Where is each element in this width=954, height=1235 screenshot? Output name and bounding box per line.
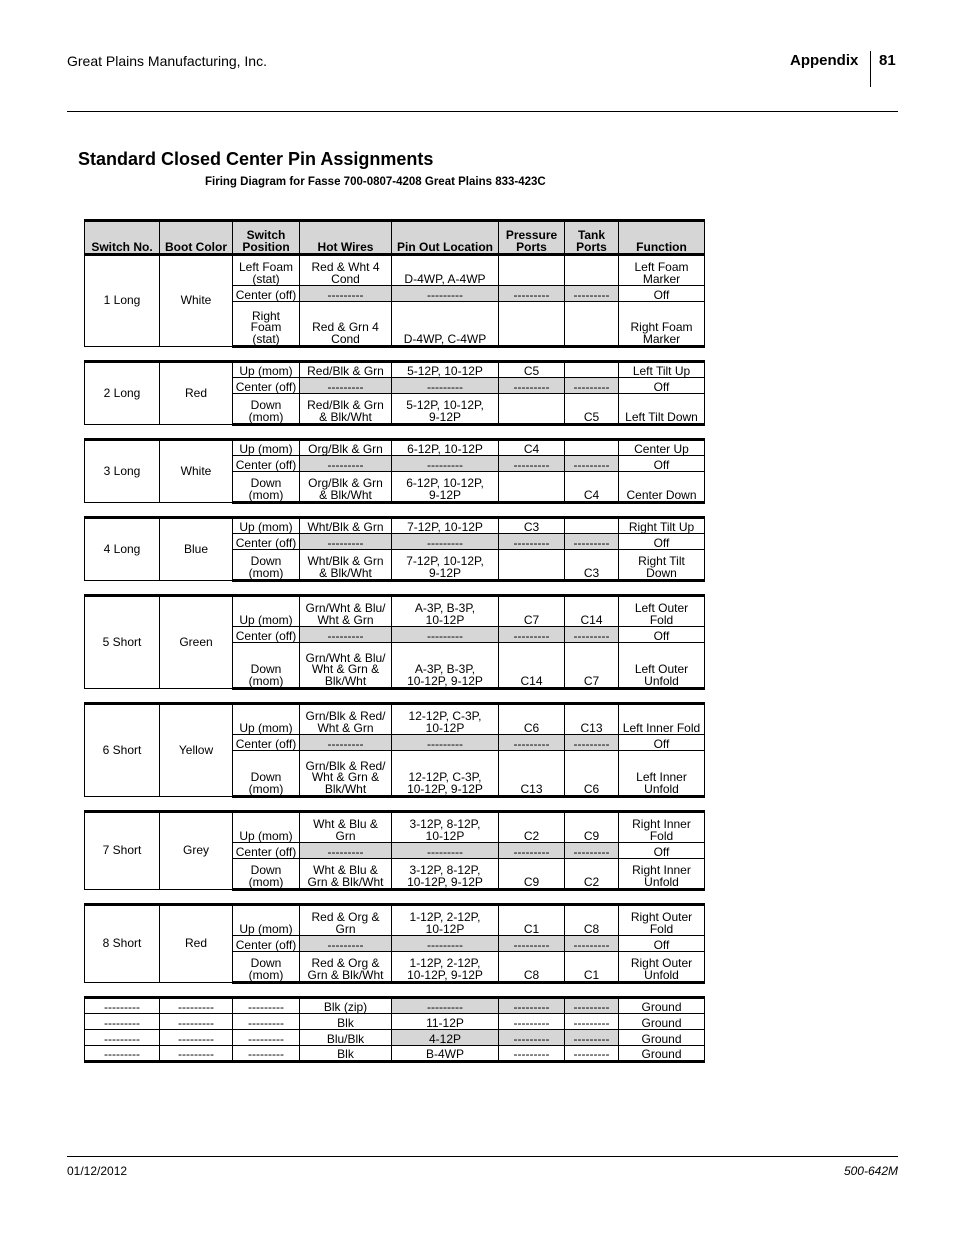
- header-divider: [870, 51, 871, 87]
- pin-out-location: 3-12P, 8-12P, 10-12P: [392, 812, 499, 843]
- tank-ports: ---------: [565, 456, 619, 472]
- function: Ground: [619, 1014, 705, 1030]
- group-spacer: [85, 890, 705, 905]
- boot-color: Blue: [160, 518, 233, 581]
- switch-position: Up (mom): [233, 518, 300, 534]
- footer-doc-number: 500-642M: [843, 1164, 898, 1178]
- switch-position: ---------: [233, 1046, 300, 1062]
- hot-wires: Red & Grn 4 Cond: [300, 302, 392, 347]
- switch-position: Center (off): [233, 534, 300, 550]
- spacer-cell: [85, 347, 705, 362]
- table-header-row: [85, 221, 705, 255]
- tank-ports: C2: [565, 859, 619, 890]
- pressure-ports: ---------: [499, 627, 565, 643]
- tank-ports: ---------: [565, 936, 619, 952]
- group-spacer: [85, 503, 705, 518]
- boot-color: Grey: [160, 812, 233, 890]
- function: Right Outer Fold: [619, 905, 705, 936]
- switch-position: Up (mom): [233, 440, 300, 456]
- header-hot-wires: Hot Wires: [300, 221, 392, 255]
- tank-ports: C8: [565, 905, 619, 936]
- pressure-ports: ---------: [499, 1046, 565, 1062]
- spacer-cell: [85, 890, 705, 905]
- switch-number: 3 Long: [85, 440, 160, 503]
- function: Off: [619, 378, 705, 394]
- function: Left Tilt Up: [619, 362, 705, 378]
- tank-ports: ---------: [565, 286, 619, 302]
- pressure-ports: C6: [499, 704, 565, 735]
- switch-position: ---------: [233, 998, 300, 1014]
- group-spacer: [85, 983, 705, 998]
- tank-ports: ---------: [565, 627, 619, 643]
- hot-wires: Org/Blk & Grn & Blk/Wht: [300, 472, 392, 503]
- function: Left Tilt Down: [619, 394, 705, 425]
- switch-number: ---------: [85, 998, 160, 1014]
- function: Right Outer Unfold: [619, 952, 705, 983]
- switch-position: Up (mom): [233, 362, 300, 378]
- ground-row: [85, 1014, 705, 1030]
- tank-ports: ---------: [565, 1030, 619, 1046]
- spacer-cell: [85, 425, 705, 440]
- pressure-ports: ---------: [499, 843, 565, 859]
- tank-ports: C13: [565, 704, 619, 735]
- table-body: [85, 255, 705, 1062]
- function: Right Foam Marker: [619, 302, 705, 347]
- tank-ports: ---------: [565, 998, 619, 1014]
- pressure-ports: C3: [499, 518, 565, 534]
- switch-number: 7 Short: [85, 812, 160, 890]
- switch-position: Up (mom): [233, 905, 300, 936]
- switch-position: Down (mom): [233, 550, 300, 581]
- boot-color: ---------: [160, 1014, 233, 1030]
- switch-position: Center (off): [233, 735, 300, 751]
- footer-date: 01/12/2012: [67, 1164, 128, 1178]
- function: Off: [619, 627, 705, 643]
- boot-color: ---------: [160, 998, 233, 1014]
- boot-color: ---------: [160, 1046, 233, 1062]
- tank-ports: C6: [565, 751, 619, 797]
- switch-position: Up (mom): [233, 812, 300, 843]
- hot-wires: ---------: [300, 936, 392, 952]
- pin-out-location: 7-12P, 10-12P: [392, 518, 499, 534]
- pin-out-location: 1-12P, 2-12P, 10-12P: [392, 905, 499, 936]
- hot-wires: Grn/Wht & Blu/ Wht & Grn: [300, 596, 392, 627]
- header-switch-position: Switch Position: [233, 221, 300, 255]
- group-spacer: [85, 347, 705, 362]
- hot-wires: Red & Org & Grn & Blk/Wht: [300, 952, 392, 983]
- pin-out-location: ---------: [392, 378, 499, 394]
- tank-ports: [565, 302, 619, 347]
- pressure-ports: ---------: [499, 1014, 565, 1030]
- spacer-cell: [85, 689, 705, 704]
- switch-position: Center (off): [233, 456, 300, 472]
- pressure-ports: C2: [499, 812, 565, 843]
- spacer-cell: [85, 581, 705, 596]
- company-name: Great Plains Manufacturing, Inc.: [67, 53, 267, 69]
- table-row: [85, 362, 705, 378]
- switch-number: ---------: [85, 1030, 160, 1046]
- tank-ports: C5: [565, 394, 619, 425]
- tank-ports: [565, 362, 619, 378]
- header-rule: [67, 111, 898, 112]
- function: Left Outer Fold: [619, 596, 705, 627]
- pressure-ports: ---------: [499, 286, 565, 302]
- pressure-ports: C13: [499, 751, 565, 797]
- hot-wires: Org/Blk & Grn: [300, 440, 392, 456]
- function: Off: [619, 456, 705, 472]
- pin-out-location: B-4WP: [392, 1046, 499, 1062]
- hot-wires: ---------: [300, 843, 392, 859]
- table-row: [85, 440, 705, 456]
- page-title: Standard Closed Center Pin Assignments: [78, 149, 434, 169]
- table-row: [85, 704, 705, 735]
- hot-wires: ---------: [300, 534, 392, 550]
- hot-wires: Red & Org & Grn: [300, 905, 392, 936]
- switch-position: Center (off): [233, 843, 300, 859]
- switch-position: Up (mom): [233, 704, 300, 735]
- pin-assignment-table-wrap: [84, 219, 704, 1063]
- pin-out-location: D-4WP, A-4WP: [392, 255, 499, 286]
- hot-wires: Blk: [300, 1014, 392, 1030]
- hot-wires: Red & Wht 4 Cond: [300, 255, 392, 286]
- switch-number: 4 Long: [85, 518, 160, 581]
- header-pressure-ports: Pressure Ports: [499, 221, 565, 255]
- table-row: [85, 518, 705, 534]
- pressure-ports: C8: [499, 952, 565, 983]
- function: Center Up: [619, 440, 705, 456]
- switch-number: 8 Short: [85, 905, 160, 983]
- switch-position: Down (mom): [233, 394, 300, 425]
- pin-out-location: 6-12P, 10-12P, 9-12P: [392, 472, 499, 503]
- function: Left Outer Unfold: [619, 643, 705, 689]
- pin-out-location: 11-12P: [392, 1014, 499, 1030]
- switch-position: Down (mom): [233, 472, 300, 503]
- switch-position: Down (mom): [233, 643, 300, 689]
- table-row: [85, 812, 705, 843]
- group-spacer: [85, 797, 705, 812]
- pressure-ports: C1: [499, 905, 565, 936]
- tank-ports: ---------: [565, 735, 619, 751]
- tank-ports: ---------: [565, 843, 619, 859]
- pressure-ports: ---------: [499, 1030, 565, 1046]
- switch-position: Up (mom): [233, 596, 300, 627]
- hot-wires: Wht/Blk & Grn: [300, 518, 392, 534]
- switch-position: Down (mom): [233, 859, 300, 890]
- switch-number: ---------: [85, 1046, 160, 1062]
- switch-number: 6 Short: [85, 704, 160, 797]
- switch-position: Down (mom): [233, 751, 300, 797]
- pin-out-location: D-4WP, C-4WP: [392, 302, 499, 347]
- boot-color: Red: [160, 905, 233, 983]
- group-spacer: [85, 581, 705, 596]
- hot-wires: ---------: [300, 627, 392, 643]
- pin-out-location: 3-12P, 8-12P, 10-12P, 9-12P: [392, 859, 499, 890]
- switch-position: Left Foam (stat): [233, 255, 300, 286]
- spacer-cell: [85, 983, 705, 998]
- function: Off: [619, 534, 705, 550]
- hot-wires: Blk (zip): [300, 998, 392, 1014]
- pin-out-location: 12-12P, C-3P, 10-12P, 9-12P: [392, 751, 499, 797]
- hot-wires: Wht & Blu & Grn & Blk/Wht: [300, 859, 392, 890]
- tank-ports: C7: [565, 643, 619, 689]
- function: Ground: [619, 1030, 705, 1046]
- tank-ports: ---------: [565, 1046, 619, 1062]
- function: Off: [619, 286, 705, 302]
- spacer-cell: [85, 797, 705, 812]
- function: Right Inner Fold: [619, 812, 705, 843]
- hot-wires: Grn/Blk & Red/ Wht & Grn: [300, 704, 392, 735]
- tank-ports: [565, 518, 619, 534]
- boot-color: Red: [160, 362, 233, 425]
- pressure-ports: C7: [499, 596, 565, 627]
- header-pin-out: Pin Out Location: [392, 221, 499, 255]
- tank-ports: [565, 440, 619, 456]
- switch-position: ---------: [233, 1014, 300, 1030]
- pin-out-location: ---------: [392, 843, 499, 859]
- pin-out-location: A-3P, B-3P, 10-12P: [392, 596, 499, 627]
- pin-assignment-table: [84, 219, 705, 1063]
- section-title: Appendix: [790, 52, 859, 69]
- tank-ports: C4: [565, 472, 619, 503]
- spacer-cell: [85, 503, 705, 518]
- switch-number: 2 Long: [85, 362, 160, 425]
- pin-out-location: ---------: [392, 998, 499, 1014]
- tank-ports: ---------: [565, 1014, 619, 1030]
- boot-color: ---------: [160, 1030, 233, 1046]
- hot-wires: Grn/Blk & Red/ Wht & Grn & Blk/Wht: [300, 751, 392, 797]
- hot-wires: Wht/Blk & Grn & Blk/Wht: [300, 550, 392, 581]
- function: Center Down: [619, 472, 705, 503]
- function: Right Inner Unfold: [619, 859, 705, 890]
- tank-ports: C14: [565, 596, 619, 627]
- switch-number: ---------: [85, 1014, 160, 1030]
- tank-ports: ---------: [565, 378, 619, 394]
- page-subtitle: Firing Diagram for Fasse 700-0807-4208 Great Plains 833-423C: [205, 176, 546, 188]
- switch-position: Center (off): [233, 936, 300, 952]
- function: Ground: [619, 998, 705, 1014]
- hot-wires: Wht & Blu & Grn: [300, 812, 392, 843]
- pressure-ports: ---------: [499, 735, 565, 751]
- hot-wires: Blu/Blk: [300, 1030, 392, 1046]
- pin-out-location: A-3P, B-3P, 10-12P, 9-12P: [392, 643, 499, 689]
- group-spacer: [85, 689, 705, 704]
- switch-position: Center (off): [233, 286, 300, 302]
- pressure-ports: ---------: [499, 534, 565, 550]
- hot-wires: ---------: [300, 456, 392, 472]
- switch-number: 5 Short: [85, 596, 160, 689]
- hot-wires: ---------: [300, 378, 392, 394]
- tank-ports: C1: [565, 952, 619, 983]
- header-tank-ports: Tank Ports: [565, 221, 619, 255]
- pressure-ports: ---------: [499, 998, 565, 1014]
- pin-out-location: ---------: [392, 627, 499, 643]
- tank-ports: [565, 255, 619, 286]
- tank-ports: ---------: [565, 534, 619, 550]
- switch-position: Down (mom): [233, 952, 300, 983]
- hot-wires: Grn/Wht & Blu/ Wht & Grn & Blk/Wht: [300, 643, 392, 689]
- boot-color: White: [160, 255, 233, 347]
- pressure-ports: [499, 302, 565, 347]
- table-row: [85, 255, 705, 286]
- hot-wires: Red/Blk & Grn: [300, 362, 392, 378]
- header-function: Function: [619, 221, 705, 255]
- pressure-ports: [499, 394, 565, 425]
- function: Left Foam Marker: [619, 255, 705, 286]
- function: Ground: [619, 1046, 705, 1062]
- function: Off: [619, 936, 705, 952]
- boot-color: Green: [160, 596, 233, 689]
- pin-out-location: 1-12P, 2-12P, 10-12P, 9-12P: [392, 952, 499, 983]
- function: Right Tilt Up: [619, 518, 705, 534]
- pin-out-location: 7-12P, 10-12P, 9-12P: [392, 550, 499, 581]
- pin-out-location: 4-12P: [392, 1030, 499, 1046]
- pressure-ports: ---------: [499, 936, 565, 952]
- group-spacer: [85, 425, 705, 440]
- table-row: [85, 905, 705, 936]
- function: Off: [619, 735, 705, 751]
- switch-position: Center (off): [233, 378, 300, 394]
- ground-row: [85, 1046, 705, 1062]
- header-switch-no: Switch No.: [85, 221, 160, 255]
- function: Right Tilt Down: [619, 550, 705, 581]
- pin-out-location: ---------: [392, 936, 499, 952]
- page-number: 81: [879, 52, 896, 69]
- hot-wires: ---------: [300, 735, 392, 751]
- pressure-ports: ---------: [499, 378, 565, 394]
- pressure-ports: [499, 472, 565, 503]
- pin-out-location: 6-12P, 10-12P: [392, 440, 499, 456]
- pin-out-location: ---------: [392, 534, 499, 550]
- hot-wires: Blk: [300, 1046, 392, 1062]
- pin-out-location: ---------: [392, 456, 499, 472]
- tank-ports: C9: [565, 812, 619, 843]
- pressure-ports: C5: [499, 362, 565, 378]
- pressure-ports: ---------: [499, 456, 565, 472]
- function: Off: [619, 843, 705, 859]
- ground-row: [85, 1030, 705, 1046]
- switch-position: Right Foam (stat): [233, 302, 300, 347]
- pressure-ports: [499, 550, 565, 581]
- footer-rule: [67, 1156, 898, 1157]
- hot-wires: Red/Blk & Grn & Blk/Wht: [300, 394, 392, 425]
- pin-out-location: 5-12P, 10-12P, 9-12P: [392, 394, 499, 425]
- pressure-ports: C4: [499, 440, 565, 456]
- tank-ports: C3: [565, 550, 619, 581]
- pin-out-location: ---------: [392, 286, 499, 302]
- function: Left Inner Unfold: [619, 751, 705, 797]
- table-row: [85, 596, 705, 627]
- boot-color: White: [160, 440, 233, 503]
- pressure-ports: [499, 255, 565, 286]
- function: Left Inner Fold: [619, 704, 705, 735]
- boot-color: Yellow: [160, 704, 233, 797]
- ground-row: [85, 998, 705, 1014]
- switch-position: ---------: [233, 1030, 300, 1046]
- header-boot-color: Boot Color: [160, 221, 233, 255]
- switch-position: Center (off): [233, 627, 300, 643]
- pin-out-location: 12-12P, C-3P, 10-12P: [392, 704, 499, 735]
- pressure-ports: C14: [499, 643, 565, 689]
- switch-number: 1 Long: [85, 255, 160, 347]
- pin-out-location: ---------: [392, 735, 499, 751]
- pressure-ports: C9: [499, 859, 565, 890]
- pin-out-location: 5-12P, 10-12P: [392, 362, 499, 378]
- hot-wires: ---------: [300, 286, 392, 302]
